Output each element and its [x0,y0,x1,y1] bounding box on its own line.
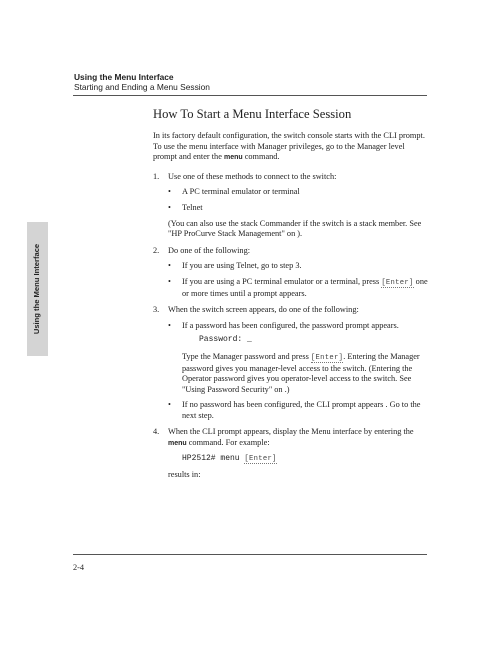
results-text: results in: [168,470,201,480]
cli-example [182,454,429,465]
list-item-text: If a password has been configured, the password prompt appears. [182,320,399,330]
list-item [168,277,429,299]
bullet: • [168,261,171,271]
page-title: How To Start a Menu Interface Session [153,107,352,121]
list-item [168,187,429,198]
step-number: 4. [153,427,160,437]
bullet: • [168,202,171,212]
step-number: 2. [153,245,160,255]
intro-text-end: command. [242,152,280,162]
enter-key: [Enter] [381,278,414,287]
step-3 [153,305,429,421]
list-item-text: A PC terminal emulator or terminal [182,187,300,197]
chapter-title: Using the Menu Interface [74,72,174,82]
menu-command: menu [223,154,243,162]
bullet: • [168,400,171,410]
instruction-text: Type the Manager password and press [182,351,311,361]
menu-command: menu [168,440,187,448]
bullet: • [168,276,171,286]
enter-key: [Enter] [244,454,277,463]
step-1 [153,172,429,240]
step-text: Use one of these methods to connect to the switch: [168,171,337,181]
main-content [153,107,429,487]
side-tab-label: Using the Menu Interface [32,243,41,335]
bullet: • [168,320,171,330]
list-item [168,321,429,332]
step-text-start: When the CLI prompt appears, display the Menu interface by entering the [168,427,414,437]
list-item-text-end: one or more times until a prompt appears. [182,276,428,298]
step-4 [153,427,429,480]
page-number: 2-4 [73,563,85,572]
running-header [74,73,210,92]
list-item-text: If you are using Telnet, go to step 3. [182,261,302,271]
cli-prompt-text: HP2512# menu [182,453,245,463]
bullet: • [168,187,171,197]
step-note: (You can also use the stack Commander if the switch is a stack member. See "HP ProCurve Stack Management" on ). [168,218,422,239]
section-title: Starting and Ending a Menu Session [74,81,210,92]
list-item [168,203,429,214]
intro-text: In its factory default configuration, the switch console starts with the CLI prompt. To use the menu interface with Manager privileges, go to the Manager level prompt and enter the [153,131,425,162]
intro-paragraph [153,131,429,164]
step-text: Do one of the following: [168,245,251,255]
list-item-text: If you are using a PC terminal emulator or a terminal, press [182,276,382,286]
list-item [168,261,429,272]
list-item-text: If no password has been configured, the CLI prompt appears . Go to the next step. [182,400,421,420]
step-text [168,427,429,449]
list-item-text: Telnet [182,202,203,212]
header-rule [73,95,427,96]
enter-key: [Enter] [310,353,344,362]
footer-rule [73,554,427,555]
password-instructions [168,352,429,395]
step-text-end: command. For example: [186,438,270,448]
step-number: 1. [153,171,160,181]
instruction-text-end: . Entering the Manager password gives you manager-level access to the switch. (Entering the Operator password gives you operator-level access to the switch. See "Using Password Security" on .) [182,351,420,394]
step-text: When the switch screen appears, do one of the following: [168,305,359,315]
list-item [168,400,429,421]
password-prompt: Password: _ [199,335,252,345]
step-number: 3. [153,305,160,315]
step-2 [153,246,429,299]
